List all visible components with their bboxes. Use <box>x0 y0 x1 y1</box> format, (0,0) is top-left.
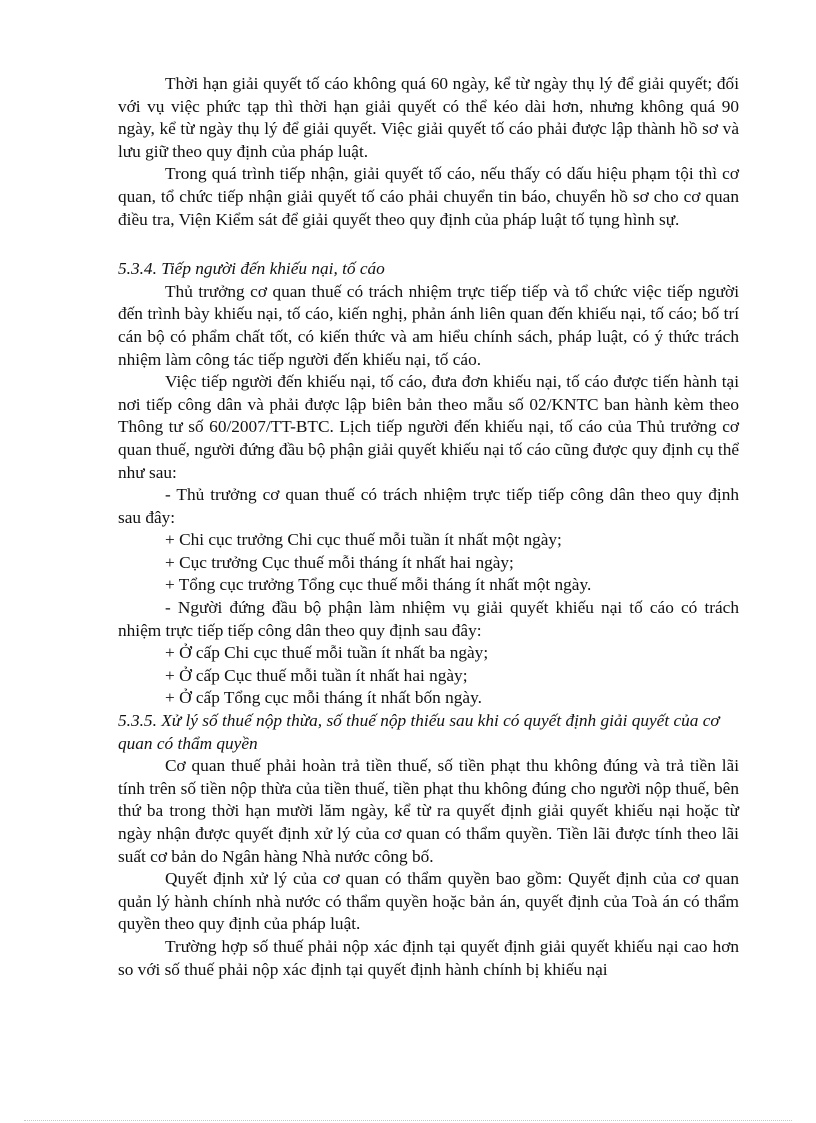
page-bottom-divider <box>24 1120 792 1121</box>
list-item-district-level: + Ở cấp Chi cục thuế mỗi tuần ít nhất ba ngày; <box>165 643 489 663</box>
paragraph-refund: Cơ quan thuế phải hoàn trả tiền thuế, số tiền phạt thu không đúng và trả tiền lãi tính trên số tiền nộp thừa của tiền thuế, tiền phạt thu không đúng cho người nộp thuế, bên thứ ba trong thời hạn mười lăm ngày, kể từ ra quyết định giải quyết khiếu nại hoặc từ ngày nhận được quyết định xử lý của cơ quan có thẩm quyền. Tiền lãi được tính theo lãi suất cơ bản do Ngân hàng Nhà nước công bố. <box>118 756 739 866</box>
document-page <box>118 73 739 981</box>
list-item-department-level: + Ở cấp Cục thuế mỗi tuần ít nhất hai ngày; <box>165 665 468 685</box>
paragraph-unit-head-schedule-intro: - Người đứng đầu bộ phận làm nhiệm vụ giải quyết khiếu nại tố cáo có trách nhiệm trực tiếp tiếp công dân theo quy định sau đây: <box>118 598 739 640</box>
list-item-general-level: + Ở cấp Tổng cục mỗi tháng ít nhất bốn ngày. <box>165 688 482 708</box>
paragraph-higher-tax-case: Trường hợp số thuế phải nộp xác định tại quyết định giải quyết khiếu nại cao hơn so với số thuế phải nộp xác định tại quyết định hành chính bị khiếu nại <box>118 936 739 979</box>
paragraph-head-responsibility: Thủ trưởng cơ quan thuế có trách nhiệm trực tiếp tiếp và tổ chức việc tiếp người đến trình bày khiếu nại, tố cáo, kiến nghị, phản ánh liên quan đến khiếu nại, tố cáo; bố trí cán bộ có phẩm chất tốt, có kiến thức và am hiểu chính sách, pháp luật, có ý thức trách nhiệm làm công tác tiếp người đến khiếu nại, tố cáo. <box>118 281 739 369</box>
paragraph-decision-definition: Quyết định xử lý của cơ quan có thẩm quyền bao gồm: Quyết định của cơ quan quản lý hành chính nhà nước có thẩm quyền hoặc bản án, quyết định của Toà án có thẩm quyền theo quy định của pháp luật. <box>118 869 739 934</box>
paragraph-criminal-signs: Trong quá trình tiếp nhận, giải quyết tố cáo, nếu thấy có dấu hiệu phạm tội thì cơ quan, tổ chức tiếp nhận giải quyết tố cáo phải chuyển tin báo, chuyển hồ sơ cho cơ quan điều tra, Viện Kiểm sát để giải quyết theo quy định của pháp luật tố tụng hình sự. <box>118 164 739 229</box>
section-heading-5-3-4: 5.3.4. Tiếp người đến khiếu nại, tố cáo <box>118 259 385 279</box>
list-item-district-schedule: + Chi cục trưởng Chi cục thuế mỗi tuần ít nhất một ngày; <box>165 530 562 550</box>
paragraph-head-schedule-intro: - Thủ trưởng cơ quan thuế có trách nhiệm trực tiếp tiếp công dân theo quy định sau đây: <box>118 485 739 527</box>
paragraph-complaint-deadline: Thời hạn giải quyết tố cáo không quá 60 ngày, kể từ ngày thụ lý để giải quyết; đối với vụ việc phức tạp thì thời hạn giải quyết có thể kéo dài hơn, nhưng không quá 90 ngày, kể từ ngày thụ lý để giải quyết. Việc giải quyết tố cáo phải được lập thành hồ sơ và lưu giữ theo quy định của pháp luật. <box>118 74 739 161</box>
list-item-general-department-schedule: + Tổng cục trưởng Tổng cục thuế mỗi tháng ít nhất một ngày. <box>165 575 592 595</box>
section-heading-5-3-5: 5.3.5. Xử lý số thuế nộp thừa, số thuế nộp thiếu sau khi có quyết định giải quyết của cơ quan có thẩm quyền <box>118 711 720 753</box>
paragraph-reception-procedure: Việc tiếp người đến khiếu nại, tố cáo, đưa đơn khiếu nại, tố cáo được tiến hành tại nơi tiếp công dân và phải được lập biên bản theo mẫu số 02/KNTC ban hành kèm theo Thông tư số 60/2007/TT-BTC. Lịch tiếp người đến khiếu nại, tố cáo của Thủ trưởng cơ quan thuế, người đứng đầu bộ phận giải quyết khiếu nại tố cáo cũng được quy định cụ thể như sau: <box>118 372 739 482</box>
list-item-department-schedule: + Cục trưởng Cục thuế mỗi tháng ít nhất hai ngày; <box>165 552 514 572</box>
